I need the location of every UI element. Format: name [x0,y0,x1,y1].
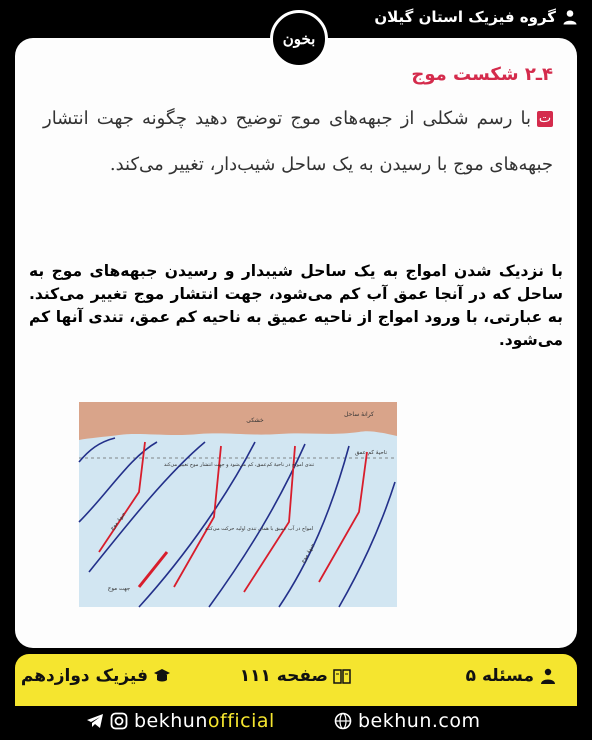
globe-icon [334,712,352,730]
social-handle[interactable] [86,710,275,732]
course-label: فیزیک دوازدهم [20,666,148,686]
label-wavefront: جبههٔ موج [109,511,128,532]
handle-accent: official [207,710,275,732]
refraction-diagram [79,402,397,607]
content-card [15,38,577,686]
problem-label: مسئله ۵ [465,666,534,686]
page-label: صفحه ۱۱۱ [239,666,328,686]
telegram-icon [86,712,104,730]
group-title [374,8,578,26]
graduation-cap-icon [153,667,171,685]
brand-logo-text: بخون [282,30,316,48]
bottom-info-bar [15,654,577,706]
user-icon [562,9,578,25]
answer-text: با نزدیک شدن امواج به یک ساحل شیبدار و رسیدن جبهه‌های موج به ساحل که در آنجا عمق آب کم می‌شود، جهت انتشار موج تغییر می‌کند. به عبارتی، با ورود امواج از ناحیه عمیق به ناحیه کم عمق، تندی آنها کم می‌شود. [29,262,563,349]
section-title: ۴ـ۲ شکست موج [411,64,553,85]
group-name: گروه فیزیک استان گیلان [374,8,556,26]
label-shallow-note: تندی امواج در ناحیهٔ کم‌عمق، کم می‌شود و جهت انتشار موج تغییر می‌کند [163,462,315,468]
label-wavefront-center: جبههٔ موج [300,542,317,565]
label-shoreline: کرانهٔ ساحل [344,411,374,418]
problem-number [466,666,557,686]
page-number [240,666,351,686]
website-text: bekhun.com [358,710,481,732]
instagram-icon [110,712,128,730]
footer-bar [0,702,592,740]
label-land: خشکی [246,417,264,424]
question-block [43,96,553,188]
handle-main: bekhun [134,710,208,732]
people-icon [539,667,557,685]
question-marker: ت [538,111,552,126]
label-shallow-region: ناحیهٔ کم عمق [354,450,388,456]
question-text: با رسم شکلی از جبهه‌های موج توضیح دهید چگونه جهت انتشار جبهه‌های موج با رسیدن به یک ساحل شیب‌دار، تغییر می‌کند. [43,108,553,175]
course-name [21,666,171,686]
brand-logo [270,10,328,68]
label-deep-note: امواج در آب عمیق با همان تندی اولیه حرکت می‌کنند [204,526,314,532]
label-direction: جهت موج [107,586,131,592]
website-link[interactable] [334,710,481,732]
book-icon [333,667,351,685]
